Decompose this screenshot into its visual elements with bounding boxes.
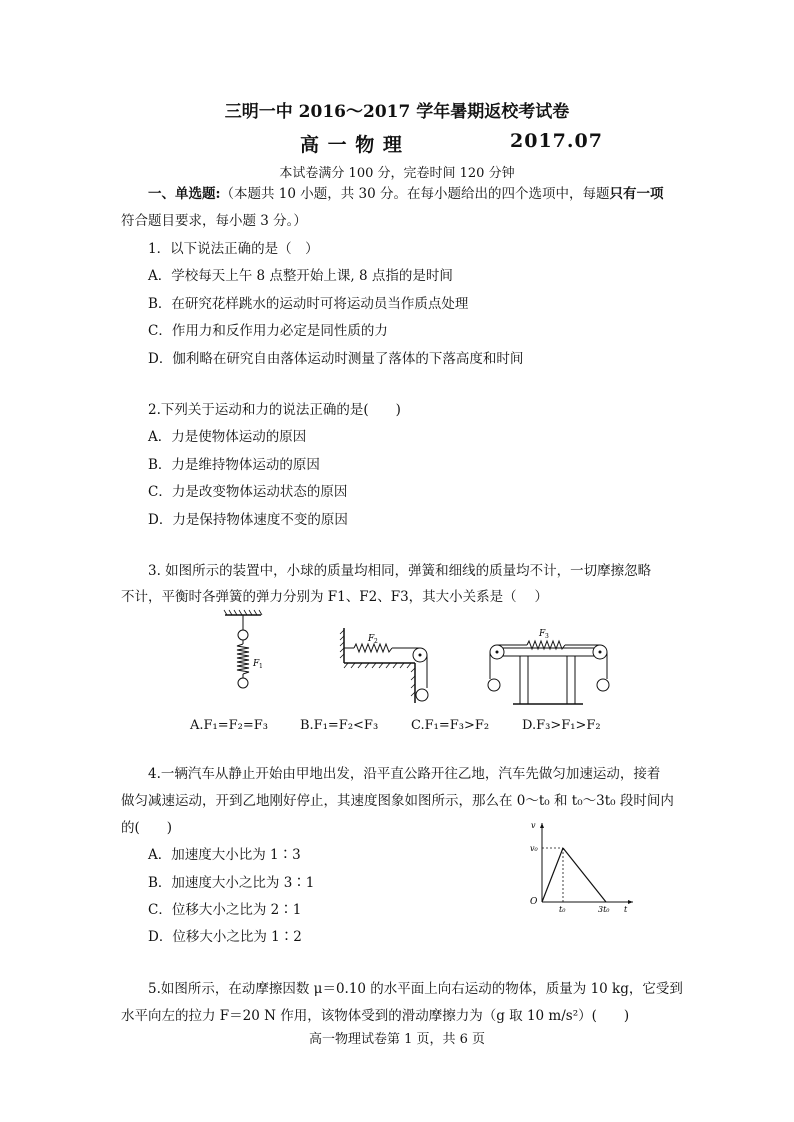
q3-f3-sub: 3: [545, 633, 549, 640]
q4-graph-t3: 3t₀: [598, 905, 610, 914]
q4-stem-line3: 的( ): [121, 820, 173, 836]
q4-option-d: D．位移大小之比为 1∶2: [148, 929, 302, 945]
q2-option-a: A．力是使物体运动的原因: [148, 429, 307, 445]
subject-title: 高 一 物 理: [300, 134, 403, 156]
q3-fig1-hanging-spring: [224, 610, 263, 688]
exam-note: 本试卷满分 100 分，完卷时间 120 分钟: [279, 166, 515, 181]
q5-stem-line2: 水平向左的拉力 F＝20 N 作用，该物体受到的滑动摩擦力为（g 取 10 m/s²）( ): [121, 1008, 630, 1024]
q2-stem: 2.下列关于运动和力的说法正确的是( ): [148, 402, 401, 418]
q1-option-c: C．作用力和反作用力必定是同性质的力: [148, 323, 388, 339]
exam-title: 三明一中 2016～2017 学年暑期返校考试卷: [224, 102, 570, 122]
q1-option-d: D．伽利略在研究自由落体运动时测量了落体的下落高度和时间: [148, 351, 524, 367]
q4-graph-v0: v₀: [530, 844, 538, 853]
q3-stem-line1: 3. 如图所示的装置中，小球的质量均相同，弹簧和细线的质量均不计，一切摩擦忽略: [148, 563, 652, 579]
q4-option-a: A．加速度大小比为 1∶3: [148, 847, 301, 863]
q3-f1-label: F: [253, 659, 260, 669]
page-footer: 高一物理试卷第 1 页，共 6 页: [308, 1032, 486, 1047]
q4-option-b: B．加速度大小之比为 3∶1: [148, 875, 315, 891]
q3-option-d: D.F₃>F₁>F₂: [522, 718, 601, 733]
q3-fig2-pulley-spring: [340, 628, 428, 703]
q1-option-b: B．在研究花样跳水的运动时可将运动员当作质点处理: [148, 296, 469, 312]
q5-stem-line1: 5.如图所示，在动摩擦因数 μ＝0.10 的水平面上向右运动的物体，质量为 10 kg，它受到: [148, 981, 683, 997]
q4-stem-line1: 4.一辆汽车从静止开始由甲地出发，沿平直公路开往乙地，汽车先做匀加速运动，接着: [148, 766, 661, 782]
section-desc-b: 符合题目要求，每小题 3 分。）: [121, 213, 307, 229]
q2-option-d: D．力是保持物体速度不变的原因: [148, 512, 348, 528]
q3-f1-sub: 1: [259, 663, 263, 670]
section-desc-bold: 只有一项: [609, 186, 664, 202]
exam-date: 2017.07: [510, 130, 603, 152]
section-desc-a: （本题共 10 小题，共 30 分。在每小题给出的四个选项中，每题: [220, 186, 610, 202]
q3-f2-sub: 2: [374, 638, 378, 645]
q3-option-b: B.F₁=F₂<F₃: [300, 718, 379, 733]
section-heading-line1: [148, 182, 664, 202]
q1-stem: 1．以下说法正确的是（ ）: [148, 241, 319, 257]
q3-option-a: A.F₁=F₂=F₃: [190, 718, 268, 733]
q2-option-b: B．力是维持物体运动的原因: [148, 457, 320, 473]
q3-figure: [215, 608, 615, 708]
q1-option-a: A．学校每天上午 8 点整开始上课, 8 点指的是时间: [148, 268, 453, 284]
q4-graph-t-axis: t: [624, 905, 628, 914]
q3-f2-label: F: [368, 634, 375, 644]
section-heading: 一、单选题:: [148, 186, 221, 202]
q2-option-c: C．力是改变物体运动状态的原因: [148, 484, 348, 500]
q3-fig3-table-spring: [488, 629, 609, 704]
q3-option-c: C.F₁=F₃>F₂: [411, 718, 490, 733]
q4-vt-graph: [528, 818, 638, 918]
q4-graph-v-axis: v: [531, 821, 536, 830]
q4-option-c: C．位移大小之比为 2∶1: [148, 902, 302, 918]
q3-stem-line2: 不计，平衡时各弹簧的弹力分别为 F1、F2、F3，其大小关系是（ ）: [121, 589, 548, 605]
q4-graph-t0: t₀: [559, 905, 566, 914]
q3-f3-label: F: [539, 629, 546, 639]
q4-stem-line2: 做匀减速运动，开到乙地刚好停止，其速度图象如图所示，那么在 0～t₀ 和 t₀～3t₀ 段时间内: [121, 793, 674, 809]
q4-graph-origin: O: [530, 897, 538, 907]
